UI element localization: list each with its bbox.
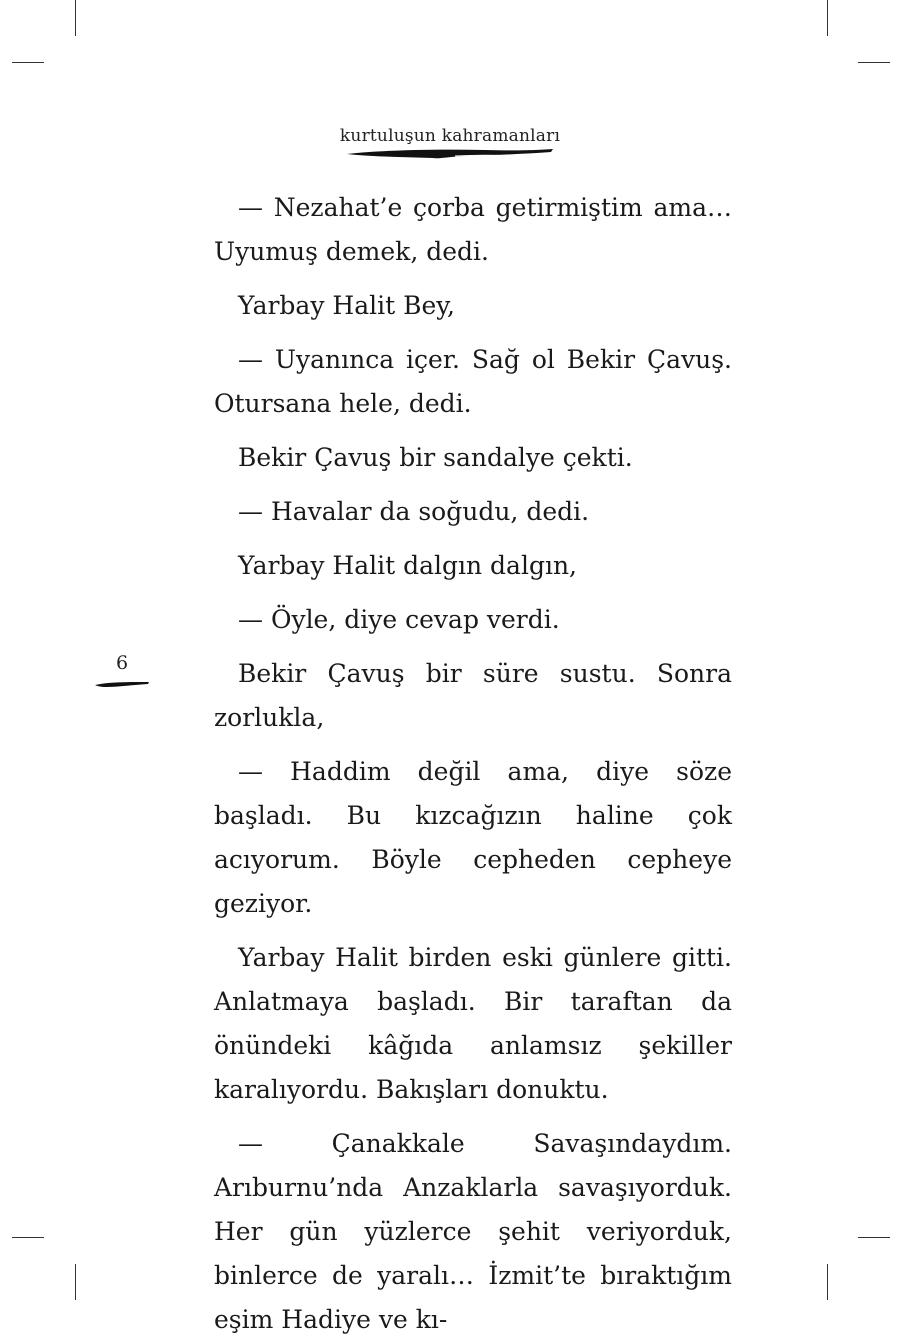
crop-mark: [827, 0, 828, 36]
crop-mark: [12, 1237, 44, 1238]
paragraph: — Uyanınca içer. Sağ ol Bekir Çavuş. Otursana hele, dedi.: [214, 345, 732, 418]
crop-mark: [12, 62, 44, 63]
paragraph: — Nezahat’e çorba getirmiştim ama… Uyumuş demek, dedi.: [214, 193, 732, 266]
paragraph: Bekir Çavuş bir sandalye çekti.: [238, 443, 633, 472]
crop-mark: [75, 0, 76, 36]
running-header-title: kurtuluşun kahramanları: [339, 126, 561, 146]
paragraph: Yarbay Halit dalgın dalgın,: [238, 551, 577, 580]
paragraph: Yarbay Halit Bey,: [238, 291, 456, 320]
crop-mark: [827, 1264, 828, 1300]
paragraph: — Haddim değil ama, diye söze başladı. Bu kızcağızın haline çok acıyorum. Böyle cepheden cepheye geziyor.: [214, 757, 732, 918]
page-number: 6: [115, 652, 129, 674]
page-number-brush-ornament: [94, 679, 150, 689]
crop-mark: [858, 62, 890, 63]
brush-stroke-ornament: [345, 146, 555, 160]
crop-mark: [75, 1264, 76, 1300]
paragraph: Yarbay Halit birden eski günlere gitti. Anlatmaya başladı. Bir taraftan da önündeki kâğıda anlamsız şekiller karalıyordu. Bakışları donuktu.: [214, 943, 732, 1104]
paragraph: — Öyle, diye cevap verdi.: [238, 605, 560, 634]
body-text: [214, 186, 732, 1342]
paragraph: Bekir Çavuş bir süre sustu. Sonra zorlukla,: [214, 659, 732, 732]
running-header: [0, 126, 900, 160]
paragraph: — Havalar da soğudu, dedi.: [238, 497, 590, 526]
page-number-block: [94, 652, 150, 693]
crop-mark: [858, 1237, 890, 1238]
paragraph: — Çanakkale Savaşındaydım. Arıburnu’nda Anzaklarla savaşıyorduk. Her gün yüzlerce şehit veriyorduk, binlerce de yaralı… İzmit’te bıraktığım eşim Hadiye ve kı-: [214, 1129, 732, 1334]
